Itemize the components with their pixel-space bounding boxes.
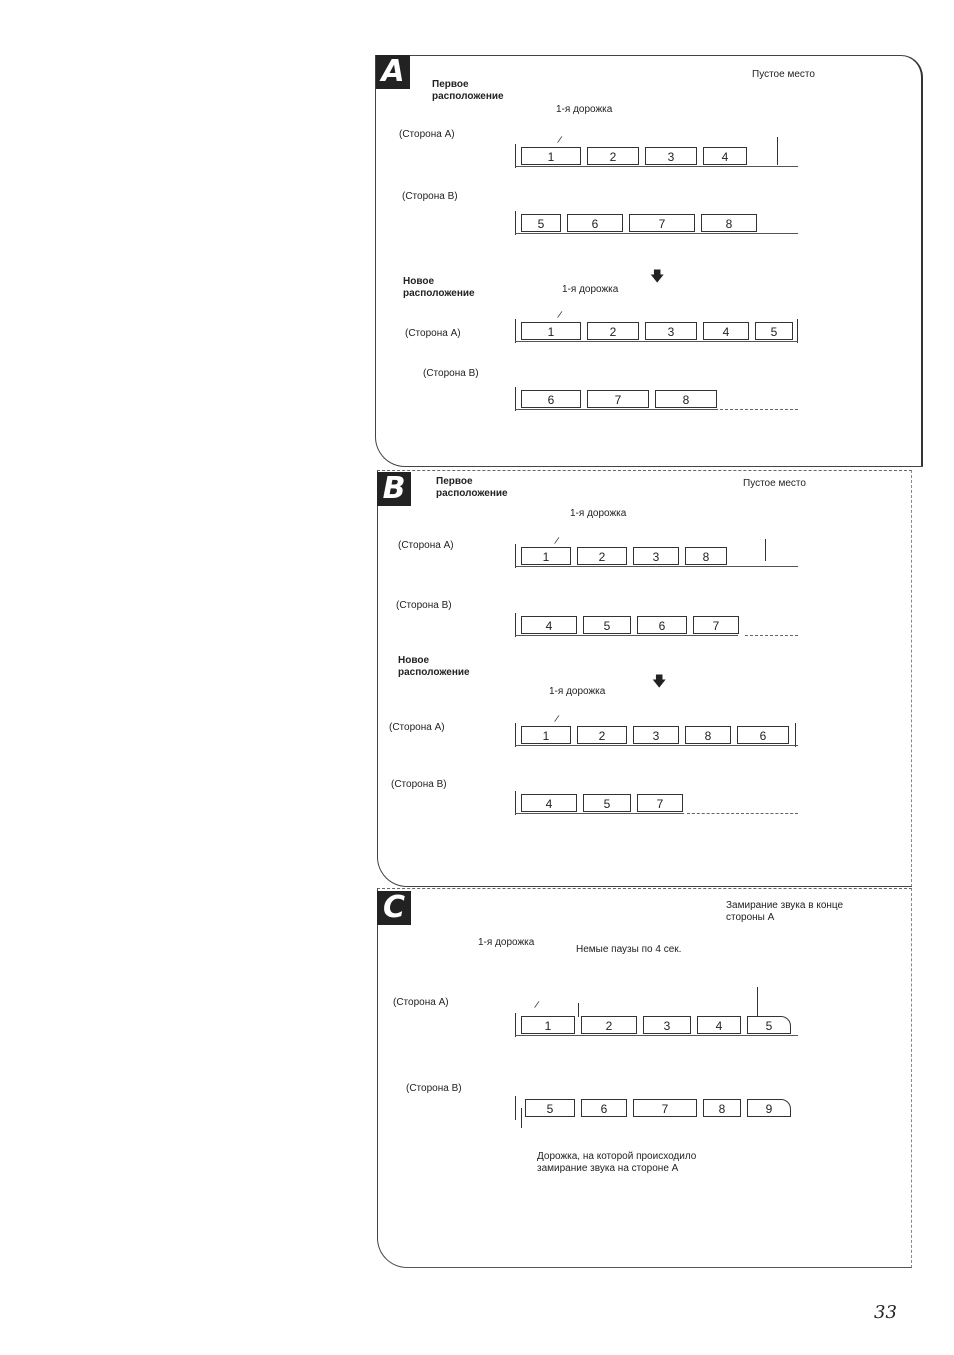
faded-track-note: Дорожка, на которой происходило замирание звука на стороне А <box>537 1151 697 1174</box>
track-segment: 4 <box>703 322 749 340</box>
track-segment: 2 <box>577 547 627 565</box>
track-segment: 6 <box>581 1099 627 1117</box>
tape-track-b-side-a-bottom <box>515 724 798 746</box>
track-segment: 7 <box>633 1099 697 1117</box>
track-segment: 1 <box>521 547 571 565</box>
track-segment: 8 <box>703 1099 741 1117</box>
faded-track-pointer <box>521 1108 522 1128</box>
new-layout-label-a: Новое расположение <box>403 276 475 299</box>
track1-pointer-c: / <box>533 999 540 1012</box>
track-segment: 3 <box>643 1016 691 1034</box>
fade-marker <box>757 987 758 1017</box>
side-b-label-a-bottom: (Сторона В) <box>423 368 479 379</box>
side-a-label-a-bottom: (Сторона А) <box>405 328 461 339</box>
track-segment: 5 <box>583 794 631 812</box>
track-segment: 2 <box>587 147 639 165</box>
tape-track-b-side-b-bottom <box>515 792 798 814</box>
track-segment: 8 <box>655 390 717 408</box>
side-b-label-b-top: (Сторона В) <box>396 600 452 611</box>
track-segment: 5 <box>583 616 631 634</box>
track-segment: 4 <box>521 616 577 634</box>
track-segment: 2 <box>581 1016 637 1034</box>
track-segment: 3 <box>633 547 679 565</box>
track-segment: 6 <box>567 214 623 232</box>
side-a-label-a-top: (Сторона А) <box>399 129 455 140</box>
track-segment: 1 <box>521 147 581 165</box>
new-layout-label-b: Новое расположение <box>398 655 470 678</box>
empty-space-label-a: Пустое место <box>752 69 815 80</box>
tape-track-a-side-b-bottom <box>515 388 798 410</box>
track-segment: 1 <box>521 322 581 340</box>
track-segment: 8 <box>685 547 727 565</box>
track1-label-a-top: 1-я дорожка <box>556 104 613 115</box>
side-b-label-b-bottom: (Сторона В) <box>391 779 447 790</box>
track-segment: 7 <box>587 390 649 408</box>
original-layout-label-a: Первое расположение <box>432 79 504 102</box>
tape-track-c-side-a <box>515 1014 798 1036</box>
track1-pointer-a-top: / <box>556 134 563 147</box>
track1-label-c: 1-я дорожка <box>478 937 535 948</box>
track-segment: 2 <box>577 726 627 744</box>
track-segment: 2 <box>587 322 639 340</box>
empty-space-label-b: Пустое место <box>743 478 806 489</box>
track-segment: 4 <box>703 147 747 165</box>
track-segment: 1 <box>521 1016 575 1034</box>
side-a-label-c: (Сторона А) <box>393 997 449 1008</box>
side-a-label-b-bottom: (Сторона А) <box>389 722 445 733</box>
page-number: 33 <box>874 1302 897 1323</box>
fade-label: Замирание звука в конце стороны А <box>726 900 844 923</box>
track-segment: 5 <box>525 1099 575 1117</box>
track-segment: 8 <box>701 214 757 232</box>
track-segment: 5 <box>521 214 561 232</box>
track-segment: 7 <box>629 214 695 232</box>
track-segment: 3 <box>645 147 697 165</box>
track1-label-b-top: 1-я дорожка <box>570 508 627 519</box>
track-segment: 5 <box>755 322 793 340</box>
track1-label-a-bottom: 1-я дорожка <box>562 284 619 295</box>
track-segment: 6 <box>637 616 687 634</box>
track-segment: 3 <box>645 322 697 340</box>
side-b-label-a-top: (Сторона В) <box>402 191 458 202</box>
section-letter-b: B <box>377 472 411 506</box>
side-a-label-b-top: (Сторона А) <box>398 540 454 551</box>
track-segment: 6 <box>737 726 789 744</box>
track-segment: 8 <box>685 726 731 744</box>
tape-track-a-side-a-top <box>515 145 798 167</box>
track1-pointer-b-top: / <box>553 535 560 548</box>
track-segment: 7 <box>693 616 739 634</box>
side-b-label-c: (Сторона В) <box>406 1083 462 1094</box>
track-segment: 9 <box>747 1099 791 1117</box>
track1-label-b-bottom: 1-я дорожка <box>549 686 606 697</box>
tape-track-b-side-b-top <box>515 614 798 636</box>
track-segment: 5 <box>747 1016 791 1034</box>
section-letter-c: C <box>377 891 411 925</box>
tape-track-a-side-b-top <box>515 212 798 234</box>
original-layout-label-b: Первое расположение <box>436 476 508 499</box>
tape-track-a-side-a-bottom <box>515 320 798 342</box>
down-arrow-icon: 🡇 <box>652 673 667 689</box>
track-segment: 1 <box>521 726 571 744</box>
section-letter-a: A <box>376 55 410 89</box>
track1-pointer-b-bottom: / <box>553 713 560 726</box>
track-segment: 6 <box>521 390 581 408</box>
tape-track-c-side-b <box>515 1097 798 1119</box>
down-arrow-icon: 🡇 <box>650 268 665 284</box>
tape-track-b-side-a-top <box>515 545 798 567</box>
track-segment: 7 <box>637 794 683 812</box>
track-segment: 3 <box>633 726 679 744</box>
track-segment: 4 <box>697 1016 741 1034</box>
track1-pointer-a-bottom: / <box>556 309 563 322</box>
silent-pauses-label: Немые паузы по 4 сек. <box>576 944 682 955</box>
track-segment: 4 <box>521 794 577 812</box>
